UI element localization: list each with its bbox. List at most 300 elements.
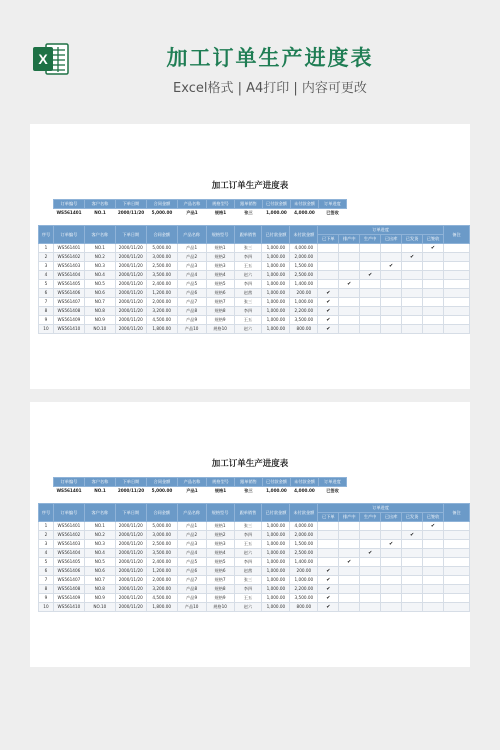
table-cell: 1,000.00 xyxy=(262,594,290,603)
progress-cell xyxy=(360,603,381,612)
progress-group-header: 订单进度 xyxy=(318,504,444,513)
table-cell: 2000/11/20 xyxy=(115,307,146,316)
column-header: 已付款金额 xyxy=(262,226,290,244)
progress-cell xyxy=(402,603,423,612)
table-cell: WS561410 xyxy=(53,325,84,334)
table-cell: 产品5 xyxy=(177,280,206,289)
info-value-cell: 5,000.00 xyxy=(151,210,173,215)
table-cell: 2000/11/20 xyxy=(115,603,146,612)
table-cell: NO.3 xyxy=(84,262,115,271)
table-row xyxy=(39,244,470,253)
table-cell: 1,000.00 xyxy=(262,522,290,531)
table-cell: 2000/11/20 xyxy=(115,280,146,289)
info-header-cell: 未付款金额 xyxy=(291,478,319,487)
progress-cell xyxy=(318,549,339,558)
table-cell: 张三 xyxy=(234,298,262,307)
table-cell: 规格6 xyxy=(206,567,234,576)
table-cell: 10 xyxy=(39,603,54,612)
table-cell: 规格1 xyxy=(206,244,234,253)
progress-cell xyxy=(381,280,402,289)
info-value-cell: 规格1 xyxy=(214,488,227,493)
progress-cell xyxy=(423,289,444,298)
column-header: 客户名称 xyxy=(84,504,115,522)
table-cell: 2000/11/20 xyxy=(115,549,146,558)
table-cell: 规格5 xyxy=(206,558,234,567)
table-cell: 2000/11/20 xyxy=(115,244,146,253)
info-header-cell: 规格型号 xyxy=(207,478,235,487)
check-mark-icon: ✔ xyxy=(347,281,352,287)
table-cell: 2,000.00 xyxy=(146,298,177,307)
table-cell: 3 xyxy=(39,262,54,271)
table-cell: 1,000.00 xyxy=(262,244,290,253)
table-cell: 3,500.00 xyxy=(290,594,318,603)
table-cell: 2000/11/20 xyxy=(115,576,146,585)
table-cell: WS561402 xyxy=(53,253,84,262)
table-cell: 1 xyxy=(39,244,54,253)
table-cell: 2000/11/20 xyxy=(115,585,146,594)
progress-cell xyxy=(381,522,402,531)
remark-cell xyxy=(443,567,469,576)
table-cell: 1,000.00 xyxy=(262,549,290,558)
table-cell: WS561407 xyxy=(53,298,84,307)
progress-cell xyxy=(318,307,339,316)
table-cell: 3,200.00 xyxy=(146,585,177,594)
check-mark-icon: ✔ xyxy=(326,568,331,574)
info-value-cell: 张三 xyxy=(244,488,253,493)
progress-cell xyxy=(339,289,360,298)
table-cell: 2,400.00 xyxy=(146,280,177,289)
table-cell: 规格9 xyxy=(206,316,234,325)
table-cell: NO.2 xyxy=(84,531,115,540)
table-cell: WS561404 xyxy=(53,271,84,280)
info-header-cell: 下单日期 xyxy=(116,200,147,209)
progress-cell xyxy=(423,253,444,262)
progress-cell xyxy=(318,253,339,262)
progress-cell xyxy=(381,540,402,549)
column-header: 订单编号 xyxy=(53,504,84,522)
progress-cell xyxy=(381,316,402,325)
table-cell: NO.4 xyxy=(84,271,115,280)
check-mark-icon: ✔ xyxy=(409,532,415,538)
table-cell: 产品7 xyxy=(177,576,206,585)
progress-cell xyxy=(381,585,402,594)
table-cell: 产品8 xyxy=(177,307,206,316)
info-header-cell: 订单编号 xyxy=(54,200,85,209)
progress-cell xyxy=(360,289,381,298)
progress-cell xyxy=(381,298,402,307)
page-title: 加工订单生产进度表 xyxy=(166,46,374,70)
remark-cell xyxy=(443,594,469,603)
info-header-cell: 客户名称 xyxy=(85,200,116,209)
table-cell: NO.8 xyxy=(84,585,115,594)
table-cell: 赵六 xyxy=(234,271,262,280)
column-header: 未付款金额 xyxy=(290,504,318,522)
table-cell: 1,000.00 xyxy=(262,307,290,316)
info-header-cell: 订单编号 xyxy=(54,478,85,487)
table-row xyxy=(39,531,470,540)
excel-icon xyxy=(32,41,70,77)
table-cell: WS561408 xyxy=(53,585,84,594)
table-cell: 规格1 xyxy=(206,522,234,531)
table-cell: NO.6 xyxy=(84,567,115,576)
progress-cell xyxy=(360,298,381,307)
progress-stage-header: 已下单 xyxy=(318,235,339,244)
progress-cell xyxy=(402,522,423,531)
table-cell: 2000/11/20 xyxy=(115,253,146,262)
progress-cell xyxy=(423,262,444,271)
table-cell: 3,500.00 xyxy=(146,549,177,558)
info-header-cell: 已付款金额 xyxy=(263,478,291,487)
table-cell: 3,200.00 xyxy=(146,307,177,316)
progress-cell xyxy=(339,307,360,316)
table-row xyxy=(39,585,470,594)
table-cell: 1,000.00 xyxy=(262,271,290,280)
table-cell: WS561401 xyxy=(53,244,84,253)
progress-cell xyxy=(423,325,444,334)
progress-cell xyxy=(339,540,360,549)
table-cell: 规格7 xyxy=(206,298,234,307)
table-cell: 1,500.00 xyxy=(290,262,318,271)
remark-cell xyxy=(443,325,469,334)
table-cell: 1,800.00 xyxy=(146,325,177,334)
table-cell: 规格10 xyxy=(206,603,234,612)
info-value-cell: 张三 xyxy=(244,210,253,215)
check-mark-icon: ✔ xyxy=(368,272,373,278)
progress-cell xyxy=(360,271,381,280)
remark-cell xyxy=(443,289,469,298)
progress-cell xyxy=(318,567,339,576)
table-cell: 800.00 xyxy=(290,325,318,334)
progress-cell xyxy=(318,585,339,594)
table-row xyxy=(39,307,470,316)
table-cell: NO.1 xyxy=(84,244,115,253)
remark-cell xyxy=(443,522,469,531)
progress-stage-header: 生产中 xyxy=(360,235,381,244)
info-header-cell: 跟单销售 xyxy=(235,200,263,209)
table-header-row xyxy=(39,226,470,235)
info-header-cell: 下单日期 xyxy=(116,478,147,487)
column-header: 客户名称 xyxy=(84,226,115,244)
progress-cell xyxy=(423,549,444,558)
table-cell: 2000/11/20 xyxy=(115,325,146,334)
table-cell: 3,500.00 xyxy=(146,271,177,280)
progress-stage-header: 已下单 xyxy=(318,513,339,522)
progress-cell xyxy=(339,576,360,585)
column-header: 规格型号 xyxy=(206,226,234,244)
progress-cell xyxy=(402,549,423,558)
table-cell: 5 xyxy=(39,558,54,567)
progress-cell xyxy=(339,280,360,289)
table-cell: NO.7 xyxy=(84,298,115,307)
table-cell: 5,000.00 xyxy=(146,244,177,253)
table-cell: WS561407 xyxy=(53,576,84,585)
column-header: 跟单销售 xyxy=(234,226,262,244)
table-cell: 3,000.00 xyxy=(146,253,177,262)
info-header-cell: 订单进度 xyxy=(319,478,347,487)
table-cell: 产品9 xyxy=(177,594,206,603)
table-row xyxy=(39,558,470,567)
progress-cell xyxy=(381,531,402,540)
table-cell: WS561409 xyxy=(53,594,84,603)
remark-cell xyxy=(443,540,469,549)
table-cell: 产品10 xyxy=(177,603,206,612)
table-cell: 李四 xyxy=(234,280,262,289)
progress-cell xyxy=(423,558,444,567)
info-value-cell: 2000/11/20 xyxy=(117,210,145,215)
table-cell: WS561410 xyxy=(53,603,84,612)
table-cell: 2,400.00 xyxy=(146,558,177,567)
remark-cell xyxy=(443,298,469,307)
table-row xyxy=(39,549,470,558)
table-cell: 赵茜 xyxy=(234,289,262,298)
table-cell: 产品4 xyxy=(177,549,206,558)
progress-cell xyxy=(402,262,423,271)
progress-cell xyxy=(339,585,360,594)
table-cell: 规格7 xyxy=(206,576,234,585)
progress-cell xyxy=(402,280,423,289)
progress-cell xyxy=(402,540,423,549)
progress-stage-header: 生产中 xyxy=(360,513,381,522)
progress-cell xyxy=(318,280,339,289)
table-cell: 8 xyxy=(39,585,54,594)
column-header: 产品名称 xyxy=(177,504,206,522)
table-cell: 4 xyxy=(39,271,54,280)
check-mark-icon: ✔ xyxy=(347,559,352,565)
table-cell: 2,500.00 xyxy=(290,549,318,558)
table-cell: 3,000.00 xyxy=(146,531,177,540)
table-cell: 2,000.00 xyxy=(290,253,318,262)
progress-stage-header: 排产中 xyxy=(339,513,360,522)
progress-cell xyxy=(339,531,360,540)
order-info-table xyxy=(53,477,347,495)
column-header: 序号 xyxy=(39,226,54,244)
progress-cell xyxy=(381,244,402,253)
table-cell: NO.7 xyxy=(84,576,115,585)
table-cell: 规格3 xyxy=(206,540,234,549)
progress-cell xyxy=(360,316,381,325)
table-row xyxy=(39,567,470,576)
remark-cell xyxy=(443,603,469,612)
progress-cell xyxy=(318,540,339,549)
column-header: 已付款金额 xyxy=(262,504,290,522)
progress-cell xyxy=(360,540,381,549)
remark-header: 备注 xyxy=(443,226,469,244)
progress-cell xyxy=(360,531,381,540)
sheet-title: 加工订单生产进度表 xyxy=(211,181,289,191)
info-value-row xyxy=(54,487,347,496)
page-header xyxy=(0,0,500,115)
table-cell: NO.2 xyxy=(84,253,115,262)
progress-cell xyxy=(360,307,381,316)
progress-cell xyxy=(423,307,444,316)
progress-cell xyxy=(339,298,360,307)
table-cell: 800.00 xyxy=(290,603,318,612)
info-value-cell: NO.1 xyxy=(94,488,106,493)
table-cell: 产品9 xyxy=(177,316,206,325)
table-cell: 王五 xyxy=(234,540,262,549)
table-cell: WS561403 xyxy=(53,262,84,271)
check-mark-icon: ✔ xyxy=(389,541,394,547)
progress-cell xyxy=(423,540,444,549)
progress-group-header: 订单进度 xyxy=(318,226,444,235)
table-cell: NO.3 xyxy=(84,540,115,549)
progress-stage-header: 已发货 xyxy=(402,513,423,522)
table-cell: 1,000.00 xyxy=(262,558,290,567)
table-cell: 2000/11/20 xyxy=(115,567,146,576)
info-header-cell: 跟单销售 xyxy=(235,478,263,487)
info-value-cell: 4,000.00 xyxy=(294,488,315,493)
table-row xyxy=(39,298,470,307)
table-cell: 4,500.00 xyxy=(146,594,177,603)
info-header-row xyxy=(54,200,347,209)
table-cell: 2000/11/20 xyxy=(115,594,146,603)
remark-cell xyxy=(443,262,469,271)
check-mark-icon: ✔ xyxy=(326,595,331,601)
table-row xyxy=(39,540,470,549)
table-cell: NO.6 xyxy=(84,289,115,298)
table-cell: WS561408 xyxy=(53,307,84,316)
progress-cell xyxy=(381,307,402,316)
info-value-row xyxy=(54,209,347,218)
info-header-cell: 订单进度 xyxy=(319,200,347,209)
column-header: 合同金额 xyxy=(146,504,177,522)
progress-cell xyxy=(402,531,423,540)
progress-cell xyxy=(360,549,381,558)
progress-cell xyxy=(318,298,339,307)
table-cell: 5,000.00 xyxy=(146,522,177,531)
table-cell: 规格4 xyxy=(206,271,234,280)
table-cell: 王五 xyxy=(234,316,262,325)
progress-cell xyxy=(360,567,381,576)
remark-cell xyxy=(443,244,469,253)
table-cell: 1,000.00 xyxy=(262,316,290,325)
table-cell: WS561409 xyxy=(53,316,84,325)
progress-cell xyxy=(339,558,360,567)
info-value-cell: NO.1 xyxy=(94,210,106,215)
info-header-cell: 产品名称 xyxy=(178,478,207,487)
progress-cell xyxy=(423,603,444,612)
table-cell: WS561406 xyxy=(53,289,84,298)
progress-stage-header: 已出库 xyxy=(381,513,402,522)
page-subtitle: Excel格式 | A4打印 | 内容可更改 xyxy=(173,81,367,96)
table-cell: 李四 xyxy=(234,253,262,262)
table-cell: 7 xyxy=(39,298,54,307)
column-header: 下单日期 xyxy=(115,226,146,244)
table-cell: 3,500.00 xyxy=(290,316,318,325)
table-cell: 2,500.00 xyxy=(290,271,318,280)
table-cell: 3 xyxy=(39,540,54,549)
info-value-cell: WS561401 xyxy=(56,210,82,215)
table-row xyxy=(39,262,470,271)
table-cell: 2,200.00 xyxy=(290,585,318,594)
progress-cell xyxy=(402,307,423,316)
table-cell: 4,000.00 xyxy=(290,244,318,253)
table-cell: 产品6 xyxy=(177,289,206,298)
table-cell: 8 xyxy=(39,307,54,316)
table-cell: WS561402 xyxy=(53,531,84,540)
table-cell: 2000/11/20 xyxy=(115,558,146,567)
table-cell: 1,800.00 xyxy=(146,603,177,612)
table-cell: NO.8 xyxy=(84,307,115,316)
sheet-preview-2 xyxy=(30,402,470,667)
table-cell: 产品6 xyxy=(177,567,206,576)
check-mark-icon: ✔ xyxy=(326,308,331,314)
progress-cell xyxy=(381,253,402,262)
column-header: 下单日期 xyxy=(115,504,146,522)
progress-cell xyxy=(360,244,381,253)
progress-cell xyxy=(318,325,339,334)
info-header-cell: 合同金额 xyxy=(147,200,178,209)
table-cell: 1,000.00 xyxy=(262,298,290,307)
table-cell: 规格8 xyxy=(206,585,234,594)
table-cell: 9 xyxy=(39,316,54,325)
progress-cell xyxy=(423,531,444,540)
table-cell: 1,000.00 xyxy=(262,289,290,298)
progress-cell xyxy=(402,316,423,325)
progress-cell xyxy=(339,603,360,612)
table-cell: 1,000.00 xyxy=(262,540,290,549)
table-cell: 2,000.00 xyxy=(146,576,177,585)
remark-cell xyxy=(443,253,469,262)
table-cell: 2,500.00 xyxy=(146,262,177,271)
table-cell: 6 xyxy=(39,567,54,576)
remark-cell xyxy=(443,307,469,316)
table-cell: 规格9 xyxy=(206,594,234,603)
progress-cell xyxy=(318,576,339,585)
progress-cell xyxy=(402,253,423,262)
table-cell: WS561406 xyxy=(53,567,84,576)
table-cell: 1,000.00 xyxy=(262,280,290,289)
table-cell: 1,400.00 xyxy=(290,558,318,567)
remark-cell xyxy=(443,585,469,594)
check-mark-icon: ✔ xyxy=(368,550,373,556)
table-cell: NO.5 xyxy=(84,280,115,289)
table-cell: 1,000.00 xyxy=(262,576,290,585)
check-mark-icon: ✔ xyxy=(326,577,331,583)
info-value-cell: 规格1 xyxy=(214,210,227,215)
progress-cell xyxy=(381,262,402,271)
table-cell: 产品3 xyxy=(177,540,206,549)
progress-cell xyxy=(423,298,444,307)
table-cell: WS561404 xyxy=(53,549,84,558)
info-value-cell: 2000/11/20 xyxy=(117,488,145,493)
table-cell: 2,000.00 xyxy=(290,531,318,540)
progress-cell xyxy=(402,325,423,334)
table-cell: 5 xyxy=(39,280,54,289)
table-cell: 200.00 xyxy=(290,289,318,298)
progress-cell xyxy=(423,316,444,325)
progress-cell xyxy=(381,271,402,280)
table-cell: 9 xyxy=(39,594,54,603)
excel-logo-letter: X xyxy=(38,51,48,67)
table-cell: 1,500.00 xyxy=(290,540,318,549)
table-cell: 规格2 xyxy=(206,253,234,262)
check-mark-icon: ✔ xyxy=(326,317,331,323)
table-cell: 李四 xyxy=(234,307,262,316)
progress-cell xyxy=(402,576,423,585)
table-cell: 1,400.00 xyxy=(290,280,318,289)
table-cell: 2,500.00 xyxy=(146,540,177,549)
progress-cell xyxy=(381,567,402,576)
table-row xyxy=(39,289,470,298)
progress-cell xyxy=(402,594,423,603)
progress-cell xyxy=(339,271,360,280)
progress-cell xyxy=(402,244,423,253)
sheet-title: 加工订单生产进度表 xyxy=(211,459,289,469)
check-mark-icon: ✔ xyxy=(430,245,436,251)
column-header: 跟单销售 xyxy=(234,504,262,522)
progress-cell xyxy=(402,558,423,567)
